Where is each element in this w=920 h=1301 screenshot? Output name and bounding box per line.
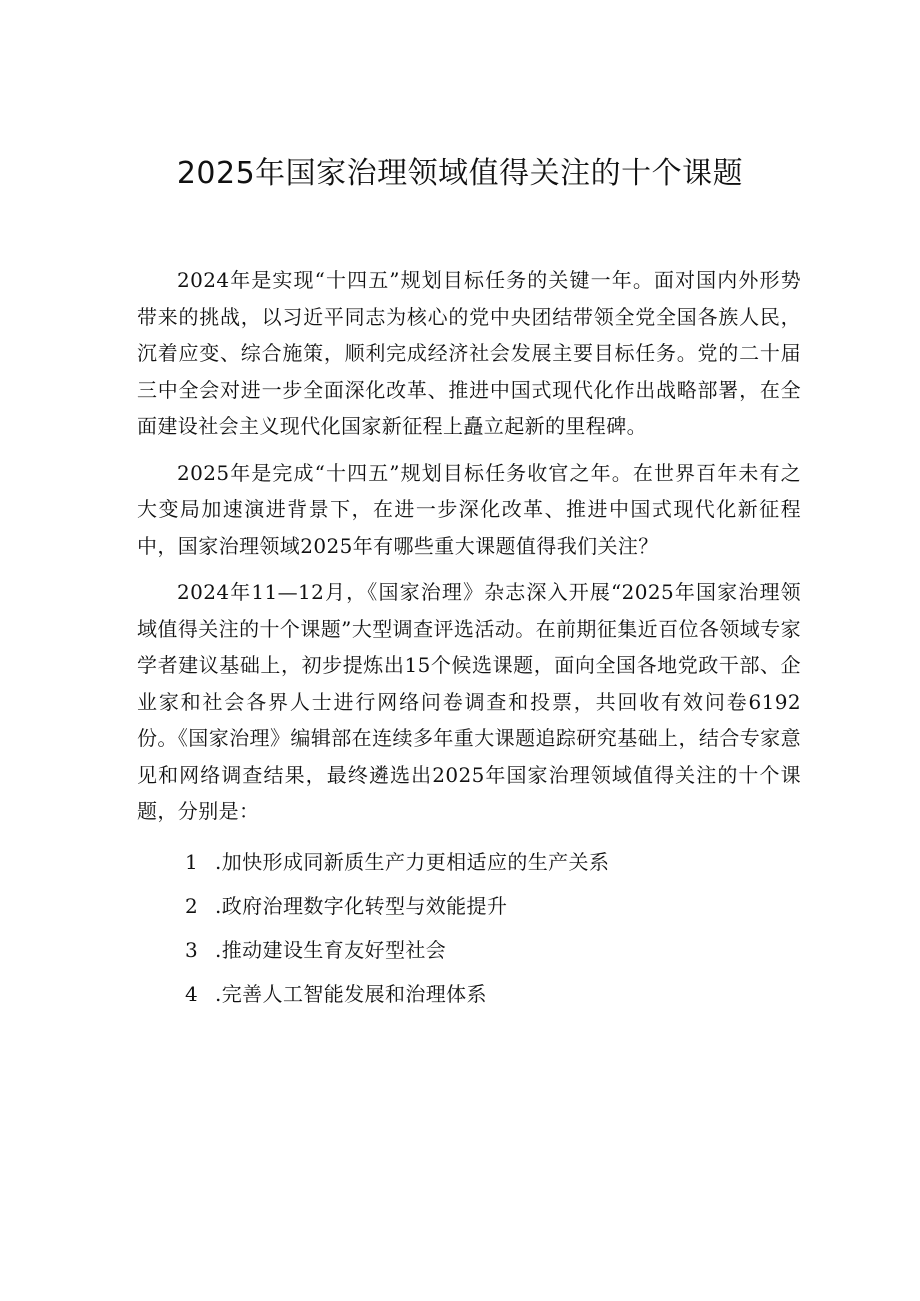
document-body (137, 262, 801, 1016)
topic-number: 2 (185, 893, 199, 918)
topic-list (137, 840, 801, 1016)
topic-text: .政府治理数字化转型与效能提升 (215, 893, 508, 918)
topic-number: 3 (185, 937, 199, 962)
paragraph: 2025年是完成“十四五”规划目标任务收官之年。在世界百年未有之大变局加速演进背景下，在进一步深化改革、推进中国式现代化新征程中，国家治理领域2025年有哪些重大课题值得我们关注？ (137, 460, 801, 558)
topic-number: 1 (185, 849, 199, 874)
topic-item (137, 840, 801, 884)
topic-text: .完善人工智能发展和治理体系 (215, 981, 487, 1006)
topic-item (137, 928, 801, 972)
paragraph: 2024年11—12月，《国家治理》杂志深入开展“2025年国家治理领域值得关注的十个课题”大型调查评选活动。在前期征集近百位各领域专家学者建议基础上，初步提炼出15个候选课题，面向全国各地党政干部、企业家和社会各界人士进行网络问卷调查和投票，共回收有效问卷6192份。《国家治理》编辑部在连续多年重大课题追踪研究基础上，结合专家意见和网络调查结果，最终遴选出2025年国家治理领域值得关注的十个课题，分别是： (137, 580, 801, 823)
topic-text: .加快形成同新质生产力更相适应的生产关系 (215, 849, 610, 874)
topic-number: 4 (185, 981, 199, 1006)
topic-text: .推动建设生育友好型社会 (215, 937, 447, 962)
topic-item (137, 884, 801, 928)
topic-item (137, 972, 801, 1016)
paragraph: 2024年是实现“十四五”规划目标任务的关键一年。面对国内外形势带来的挑战，以习近平同志为核心的党中央团结带领全党全国各族人民，沉着应变、综合施策，顺利完成经济社会发展主要目标任务。党的二十届三中全会对进一步全面深化改革、推进中国式现代化作出战略部署，在全面建设社会主义现代化国家新征程上矗立起新的里程碑。 (137, 268, 801, 438)
document-title: 2025年国家治理领域值得关注的十个课题 (176, 156, 744, 191)
